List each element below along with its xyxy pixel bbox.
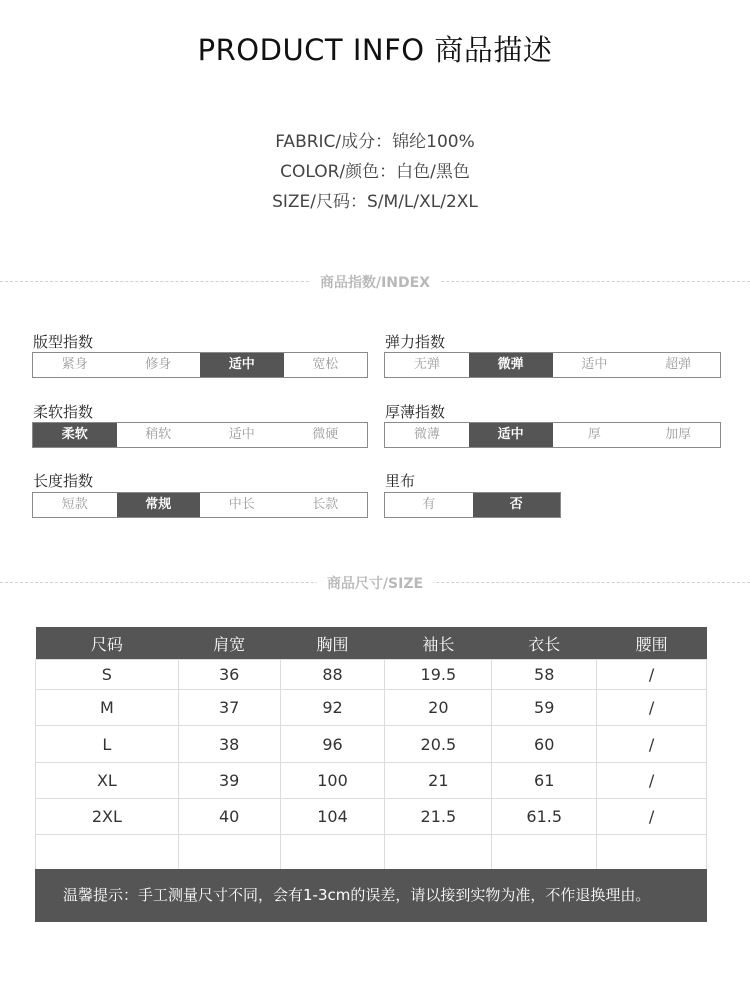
header-shoulder: 肩宽 bbox=[178, 627, 280, 660]
table-cell: 38 bbox=[178, 726, 280, 763]
index-option: 常规 bbox=[117, 493, 201, 517]
thickness-index-label: 厚薄指数 bbox=[385, 403, 446, 421]
table-cell: 61.5 bbox=[492, 799, 597, 835]
fit-index-bar bbox=[32, 352, 368, 378]
index-option: 有 bbox=[422, 497, 436, 512]
table-cell: 20 bbox=[385, 690, 492, 726]
table-cell: 58 bbox=[492, 660, 597, 690]
table-cell: S bbox=[36, 660, 179, 690]
index-option: 中长 bbox=[228, 497, 255, 512]
table-cell: 61 bbox=[492, 763, 597, 799]
table-row bbox=[36, 690, 707, 726]
table-cell: M bbox=[36, 690, 179, 726]
table-row bbox=[36, 835, 707, 872]
index-option: 紧身 bbox=[61, 357, 88, 372]
index-option: 加厚 bbox=[665, 427, 692, 442]
table-cell: 92 bbox=[280, 690, 385, 726]
header-length: 衣长 bbox=[492, 627, 597, 660]
table-cell: / bbox=[597, 690, 707, 726]
table-cell: 39 bbox=[178, 763, 280, 799]
color-info: COLOR/颜色：白色/黑色 bbox=[280, 162, 470, 182]
size-section-title: 商品尺寸/SIZE bbox=[0, 573, 750, 593]
table-cell bbox=[597, 835, 707, 872]
table-cell: 40 bbox=[178, 799, 280, 835]
index-option: 长款 bbox=[312, 497, 339, 512]
header-waist: 腰围 bbox=[597, 627, 707, 660]
table-cell: L bbox=[36, 726, 179, 763]
table-cell: / bbox=[597, 763, 707, 799]
softness-index-bar bbox=[32, 422, 368, 448]
table-cell: / bbox=[597, 799, 707, 835]
table-cell: / bbox=[597, 726, 707, 763]
index-option: 柔软 bbox=[33, 423, 117, 447]
header-sleeve: 袖长 bbox=[385, 627, 492, 660]
index-option: 无弹 bbox=[413, 357, 440, 372]
table-cell bbox=[36, 835, 179, 872]
index-option: 稍软 bbox=[145, 427, 172, 442]
table-row bbox=[36, 763, 707, 799]
table-cell bbox=[385, 835, 492, 872]
elasticity-index-label: 弹力指数 bbox=[385, 333, 446, 351]
table-cell: 37 bbox=[178, 690, 280, 726]
table-cell: 96 bbox=[280, 726, 385, 763]
fit-index-label: 版型指数 bbox=[33, 333, 94, 351]
index-option: 适中 bbox=[581, 357, 608, 372]
index-option: 微薄 bbox=[413, 427, 440, 442]
index-option: 微弹 bbox=[469, 353, 553, 377]
index-option: 适中 bbox=[200, 353, 284, 377]
header-size: 尺码 bbox=[36, 627, 179, 660]
table-cell bbox=[492, 835, 597, 872]
index-option: 修身 bbox=[145, 357, 172, 372]
index-option: 超弹 bbox=[665, 357, 692, 372]
thickness-index-bar bbox=[384, 422, 721, 448]
index-option: 适中 bbox=[228, 427, 255, 442]
index-option: 宽松 bbox=[312, 357, 339, 372]
size-note: 温馨提示：手工测量尺寸不同，会有1-3cm的误差，请以接到实物为准，不作退换理由。 bbox=[35, 869, 707, 922]
table-cell: 19.5 bbox=[385, 660, 492, 690]
elasticity-index-bar bbox=[384, 352, 721, 378]
table-cell bbox=[280, 835, 385, 872]
softness-index-label: 柔软指数 bbox=[33, 403, 94, 421]
table-row bbox=[36, 660, 707, 690]
table-row bbox=[36, 799, 707, 835]
table-cell: 36 bbox=[178, 660, 280, 690]
length-index-bar bbox=[32, 492, 368, 518]
size-table-header bbox=[36, 627, 707, 660]
index-section-title: 商品指数/INDEX bbox=[0, 272, 750, 292]
index-option: 厚 bbox=[587, 427, 601, 442]
table-cell: 100 bbox=[280, 763, 385, 799]
table-cell: 88 bbox=[280, 660, 385, 690]
table-cell: 60 bbox=[492, 726, 597, 763]
length-index-label: 长度指数 bbox=[33, 472, 94, 490]
header-chest: 胸围 bbox=[280, 627, 385, 660]
index-option: 否 bbox=[473, 493, 561, 517]
table-cell: 20.5 bbox=[385, 726, 492, 763]
table-cell: 59 bbox=[492, 690, 597, 726]
size-info: SIZE/尺码：S/M/L/XL/2XL bbox=[272, 192, 478, 212]
table-cell: 104 bbox=[280, 799, 385, 835]
table-cell bbox=[178, 835, 280, 872]
table-cell: 2XL bbox=[36, 799, 179, 835]
table-cell: 21 bbox=[385, 763, 492, 799]
index-option: 短款 bbox=[61, 497, 88, 512]
index-option: 适中 bbox=[469, 423, 553, 447]
table-cell: / bbox=[597, 660, 707, 690]
page-title: PRODUCT INFO 商品描述 bbox=[197, 33, 553, 67]
table-cell: XL bbox=[36, 763, 179, 799]
index-option: 微硬 bbox=[312, 427, 339, 442]
table-cell: 21.5 bbox=[385, 799, 492, 835]
lining-label: 里布 bbox=[385, 472, 416, 490]
lining-bar bbox=[384, 492, 561, 518]
size-table bbox=[35, 627, 707, 872]
table-row bbox=[36, 726, 707, 763]
fabric-info: FABRIC/成分：锦纶100% bbox=[275, 132, 475, 152]
